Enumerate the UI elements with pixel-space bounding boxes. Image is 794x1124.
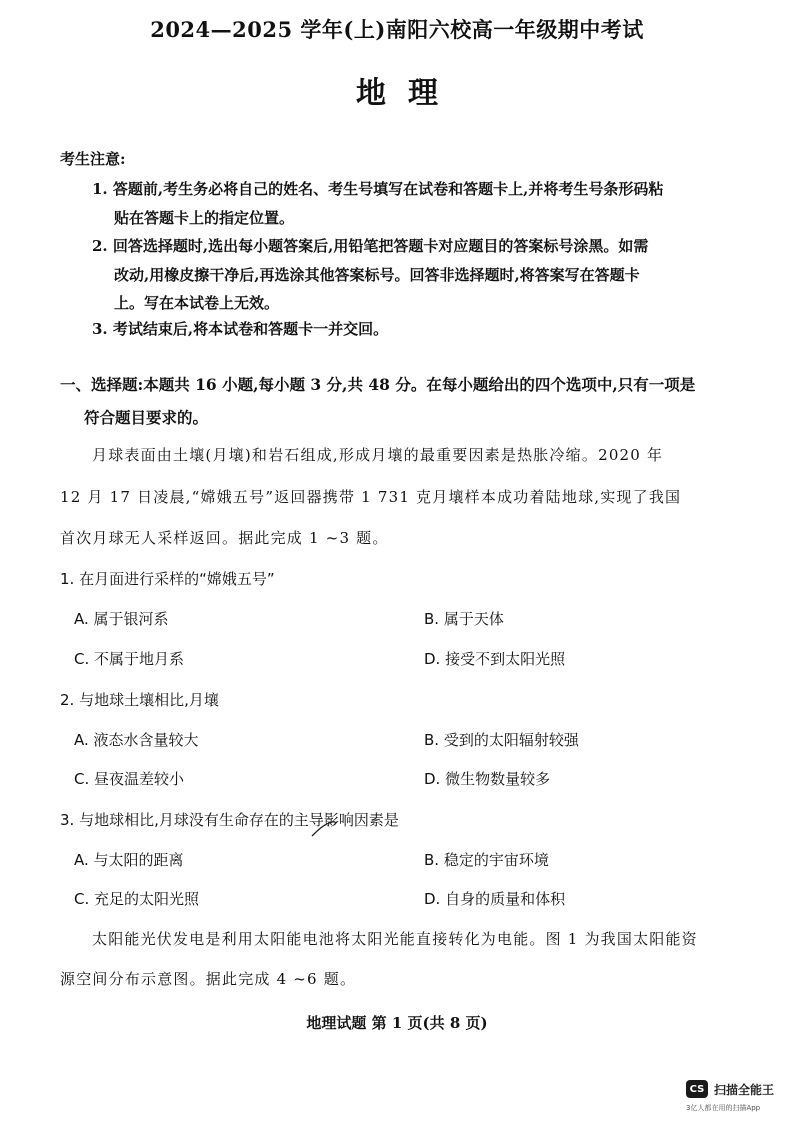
question-1-option-c: C. 不属于地月系 [74,650,185,668]
question-3-option-d: D. 自身的质量和体积 [424,890,566,908]
exam-title: 2024—2025 学年(上)南阳六校高一年级期中考试 [150,17,644,42]
pen-mark-icon [310,818,340,838]
section-heading-line-2: 符合题目要求的。 [84,408,209,427]
question-1-option-d: D. 接受不到太阳光照 [424,650,566,668]
question-1-option-b: B. 属于天体 [424,610,504,628]
subject-title: 地理 [356,76,460,111]
page-footer: 地理试题 第 1 页(共 8 页) [306,1014,488,1032]
notice-item-1-line-2: 贴在答题卡上的指定位置。 [114,209,295,227]
passage2-line-2: 源空间分布示意图。据此完成 4 ~6 题。 [60,970,357,988]
section-heading-line-1: 一、选择题:本题共 16 小题,每小题 3 分,共 48 分。在每小题给出的四个选项中,只有一项是 [60,375,696,394]
question-3-option-b: B. 稳定的宇宙环境 [424,851,549,869]
passage1-line-2: 12 月 17 日凌晨,“嫦娥五号”返回器携带 1 731 克月壤样本成功着陆地球,实现了我国 [60,488,682,506]
watermark-tagline: 3亿人都在用的扫描App [686,1104,761,1112]
notice-item-2-line-1: 2. 回答选择题时,选出每小题答案后,用铅笔把答题卡对应题目的答案标号涂黑。如需 [92,237,649,255]
question-1-stem: 1. 在月面进行采样的“嫦娥五号” [60,570,275,588]
passage1-line-1: 月球表面由土壤(月壤)和岩石组成,形成月壤的最重要因素是热胀冷缩。2020 年 [92,446,664,464]
notice-item-1-line-1: 1. 答题前,考生务必将自己的姓名、考生号填写在试卷和答题卡上,并将考生号条形码粘 [92,180,664,198]
notice-item-3: 3. 考试结束后,将本试卷和答题卡一并交回。 [92,320,389,338]
question-2-stem: 2. 与地球土壤相比,月壤 [60,691,219,709]
question-2-option-b: B. 受到的太阳辐射较强 [424,731,579,749]
question-3-option-c: C. 充足的太阳光照 [74,890,200,908]
question-2-option-a: A. 液态水含量较大 [74,731,199,749]
notice-item-2-line-2: 改动,用橡皮擦干净后,再选涂其他答案标号。回答非选择题时,将答案写在答题卡 [114,266,640,284]
question-1-option-a: A. 属于银河系 [74,610,169,628]
passage1-line-3: 首次月球无人采样返回。据此完成 1 ~3 题。 [60,529,389,547]
passage2-line-1: 太阳能光伏发电是利用太阳能电池将太阳光能直接转化为电能。图 1 为我国太阳能资 [92,930,698,948]
question-3-option-a: A. 与太阳的距离 [74,851,184,869]
watermark-app-name: 扫描全能王 [714,1082,775,1097]
question-3-stem: 3. 与地球相比,月球没有生命存在的主导影响因素是 [60,811,399,829]
question-2-option-c: C. 昼夜温差较小 [74,770,185,788]
scanner-watermark [686,1080,774,1098]
question-2-option-d: D. 微生物数量较多 [424,770,551,788]
notice-item-2-line-3: 上。写在本试卷上无效。 [114,294,280,312]
notice-heading: 考生注意: [60,150,126,168]
camscanner-logo-icon: CS [686,1080,708,1098]
